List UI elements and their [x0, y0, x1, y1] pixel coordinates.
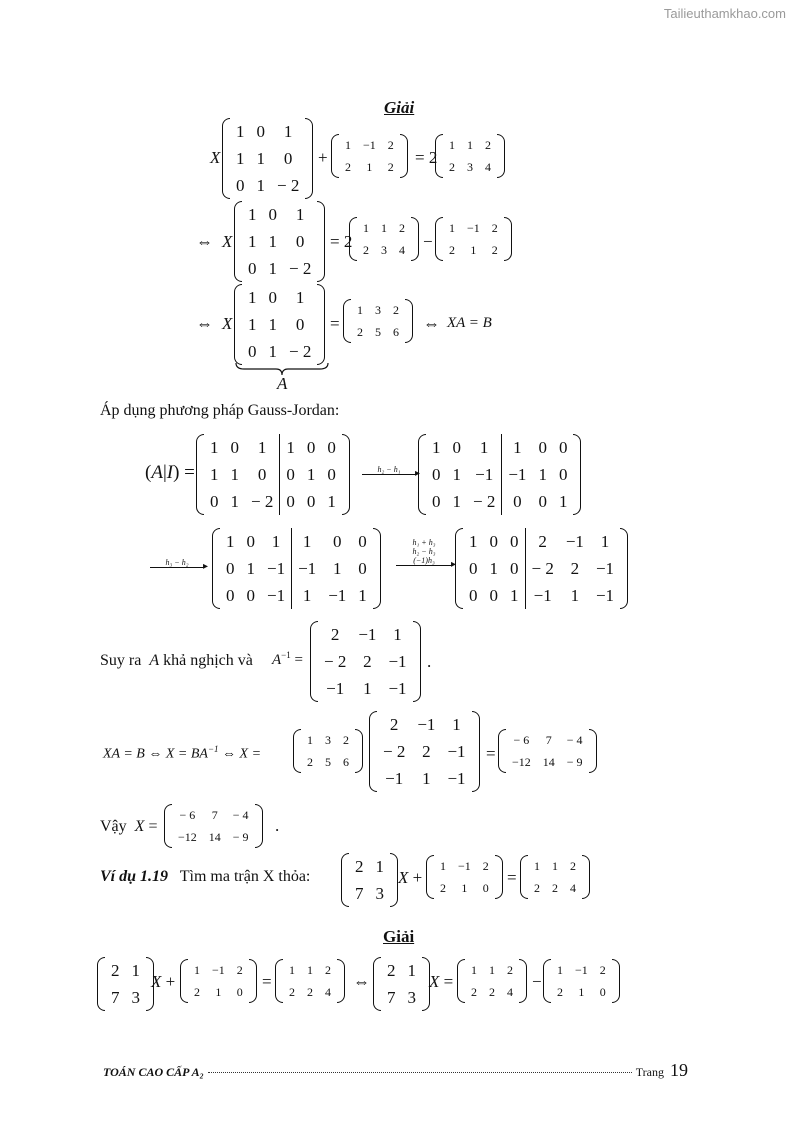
x-plus: X +	[151, 972, 176, 991]
matrix-e3	[457, 959, 527, 1003]
matrix-cell: −1	[212, 962, 225, 977]
matrix-cell: 1	[236, 121, 245, 141]
matrix-cell: −1	[467, 220, 480, 235]
matrix-cell: 2	[491, 242, 498, 257]
footer-page-number: 19	[670, 1060, 688, 1080]
matrix-cell: −1	[595, 585, 615, 605]
matrix-cell: 0	[432, 464, 441, 484]
matrix-cell: 2	[387, 159, 394, 174]
matrix-cell: 0	[295, 314, 305, 334]
matrix-cell: −1	[328, 585, 347, 605]
matrix-cell: 0	[256, 121, 265, 141]
matrix-cell: 1	[600, 531, 610, 551]
matrix-m3	[293, 729, 363, 773]
matrix-cell: 3	[375, 883, 384, 903]
matrix-cell: 1	[236, 148, 245, 168]
matrix-cell: 2	[387, 137, 394, 152]
matrix-cell: 0	[257, 464, 267, 484]
matrix-cell: 1	[256, 148, 265, 168]
matrix-cell: −1	[385, 768, 404, 788]
matrix-cell: 0	[283, 148, 293, 168]
equals-sign: =	[330, 314, 340, 333]
matrix-cell: 1	[452, 714, 461, 734]
matrix-cell: − 6	[179, 807, 196, 822]
matrix-cell: 0	[226, 558, 235, 578]
matrix-cell: 3	[325, 732, 331, 747]
matrix-cell: 2	[599, 962, 606, 977]
matrix-cell: −12	[512, 754, 531, 769]
matrix-cell: 2	[307, 754, 313, 769]
matrix-cell: 1	[307, 962, 313, 977]
matrix-cell: 0	[327, 464, 336, 484]
matrix-cell: −1	[267, 585, 286, 605]
matrix-cell: 1	[194, 962, 200, 977]
matrix-cell: 2	[440, 880, 446, 895]
watermark: Tailieuthamkhao.com	[663, 6, 786, 21]
matrix-cell: 1	[268, 314, 277, 334]
matrix-cell: 0	[280, 488, 301, 515]
matrix-cell: 0	[268, 204, 277, 224]
matrix-cell: 1	[131, 960, 140, 980]
matrix-cell: 2	[534, 880, 540, 895]
matrix-cell: 2	[289, 984, 295, 999]
matrix-cell: 2	[236, 962, 243, 977]
matrix-cell: 2	[389, 714, 399, 734]
footer-page-label: Trang	[635, 1065, 664, 1079]
matrix-cell: 0	[452, 437, 461, 457]
minus-sign: −	[532, 972, 542, 991]
solution-heading: Giải	[384, 98, 415, 117]
matrix-cell: 0	[558, 464, 568, 484]
matrix-cell: 1	[489, 962, 495, 977]
x-symbol: X	[222, 314, 233, 333]
matrix-cell: − 2	[324, 651, 347, 671]
matrix-cell: 14	[208, 829, 221, 844]
conclusion-text: Suy ra A khả nghịch và	[100, 652, 253, 669]
matrix-augmented-1	[196, 434, 350, 515]
matrix-cell: 1	[479, 437, 489, 457]
matrix-cell: 2	[345, 159, 351, 174]
matrix-cell: 0	[510, 531, 519, 551]
matrix-cell: 2	[393, 302, 399, 317]
matrix-cell: −1	[292, 555, 323, 582]
matrix-cell: 7	[545, 732, 552, 747]
matrix-cell: − 9	[232, 829, 249, 844]
matrix-cell: 2	[355, 856, 364, 876]
matrix-cell: 1	[327, 491, 336, 511]
matrix-cell: −1	[458, 858, 471, 873]
matrix-cell: 0	[538, 437, 547, 457]
matrix-cell: 1	[489, 558, 498, 578]
matrix-cell: 1	[470, 242, 477, 257]
matrix-cell: 0	[502, 488, 533, 515]
matrix-cell: 1	[248, 231, 257, 251]
matrix-cell: 0	[280, 461, 301, 488]
matrix-cell: 2	[363, 242, 369, 257]
matrix-cell: 2	[489, 984, 495, 999]
matrix-a	[234, 201, 325, 282]
matrix-cell: 1	[307, 732, 313, 747]
matrix-cell: 1	[268, 231, 277, 251]
matrix-cell: 1	[292, 528, 323, 555]
matrix-cell: 1	[230, 491, 239, 511]
matrix-cell: 2	[449, 242, 455, 257]
matrix-cell: 1	[268, 341, 277, 361]
matrix-cell: 2	[570, 858, 576, 873]
matrix-cell: 0	[599, 984, 606, 999]
matrix-a	[234, 284, 325, 365]
x-equals: X =	[429, 972, 454, 991]
matrix-cell: 0	[432, 491, 441, 511]
matrix-cell: 0	[248, 258, 257, 278]
matrix-cell: 0	[489, 585, 498, 605]
matrix-cell: 1	[292, 582, 323, 609]
matrix-cell: 0	[358, 531, 367, 551]
matrix-cell: 0	[246, 585, 255, 605]
matrix-m1	[435, 217, 512, 261]
matrix-cell: 3	[375, 302, 381, 317]
matrix-cell: 1	[210, 464, 219, 484]
matrix-cell: 2	[552, 880, 558, 895]
matrix-cell: 2	[357, 324, 363, 339]
matrix-cell: 1	[375, 856, 384, 876]
row-op-1: h₂ − h₁ ▸	[362, 465, 416, 475]
matrix-cell: 1	[345, 137, 351, 152]
matrix-cell: 1	[538, 464, 547, 484]
matrix-cell: 2	[325, 962, 331, 977]
matrix-cell: 1	[440, 858, 446, 873]
matrix-cell: 0	[210, 491, 219, 511]
matrix-cell: −1	[388, 651, 407, 671]
matrix-cell: 0	[489, 531, 498, 551]
matrix-cell: 1	[268, 258, 277, 278]
matrix-cell: −1	[358, 624, 377, 644]
matrix-cell: 0	[246, 531, 255, 551]
matrix-cell: 1	[449, 220, 455, 235]
matrix-cell: 0	[226, 585, 235, 605]
matrix-cell: 1	[289, 962, 295, 977]
matrix-cell: 1	[246, 558, 255, 578]
matrix-cell: 4	[399, 242, 405, 257]
matrix-cell: −1	[447, 768, 466, 788]
matrix-cell: 1	[557, 962, 563, 977]
matrix-cell: 1	[366, 159, 373, 174]
matrix-cell: −1	[267, 558, 286, 578]
matrix-cell: 2	[557, 984, 563, 999]
matrix-cell: 1	[295, 204, 305, 224]
matrix-augmented-4	[455, 528, 628, 609]
x-plus: X +	[398, 868, 423, 887]
matrix-cell: − 2	[525, 555, 560, 582]
matrix-a-inverse	[369, 711, 480, 792]
matrix-cell: 1	[469, 531, 478, 551]
matrix-cell: 0	[327, 437, 336, 457]
matrix-cell: 2	[399, 220, 405, 235]
matrix-cell: 0	[469, 585, 478, 605]
matrix-cell: 1	[422, 768, 431, 788]
matrix-cell: − 4	[566, 732, 583, 747]
matrix-cell: 1	[358, 585, 367, 605]
matrix-e2	[426, 855, 503, 899]
matrix-m3	[343, 299, 413, 343]
matrix-e1	[341, 853, 398, 907]
matrix-m1	[331, 134, 408, 178]
matrix-cell: 2	[111, 960, 120, 980]
matrix-e2	[543, 959, 620, 1003]
matrix-cell: −1	[475, 464, 494, 484]
matrix-cell: 0	[268, 287, 277, 307]
matrix-e3	[275, 959, 345, 1003]
matrix-cell: 2	[471, 984, 477, 999]
equals-sign: =	[507, 868, 517, 887]
matrix-cell: 1	[280, 434, 301, 461]
matrix-cell: −1	[447, 741, 466, 761]
page-footer	[103, 1060, 688, 1081]
matrix-cell: − 2	[289, 258, 312, 278]
matrix-cell: 1	[510, 585, 519, 605]
matrix-cell: 7	[387, 987, 396, 1007]
matrix-cell: 0	[482, 880, 489, 895]
matrix-cell: 4	[325, 984, 331, 999]
matrix-cell: −12	[178, 829, 197, 844]
matrix-cell: 6	[393, 324, 399, 339]
a-inverse-label: $A^{-1}$ =	[272, 650, 303, 668]
matrix-cell: 1	[363, 678, 372, 698]
matrix-cell: 2	[507, 962, 513, 977]
matrix-a	[222, 118, 313, 199]
matrix-cell: 1	[256, 175, 265, 195]
matrix-cell: 1	[452, 491, 461, 511]
matrix-cell: 4	[485, 159, 491, 174]
matrix-cell: 1	[558, 491, 568, 511]
matrix-cell: −1	[417, 714, 436, 734]
matrix-cell: 2	[491, 220, 498, 235]
matrix-e2	[180, 959, 257, 1003]
matrix-cell: − 2	[383, 741, 406, 761]
matrix-cell: 0	[558, 437, 568, 457]
matrix-cell: 0	[236, 984, 243, 999]
matrix-cell: 1	[570, 585, 580, 605]
matrix-cell: 1	[215, 984, 222, 999]
equals-two: = 2	[330, 232, 353, 251]
period: .	[427, 652, 432, 671]
minus-sign: −	[423, 232, 433, 251]
matrix-cell: 1	[248, 204, 257, 224]
matrix-cell: 0	[538, 491, 547, 511]
matrix-m2	[435, 134, 505, 178]
chain-text: XA = B ⇔ $X = BA^{-1}$ ⇔ X =	[103, 744, 262, 762]
matrix-cell: 1	[357, 302, 363, 317]
matrix-cell: 0	[469, 558, 478, 578]
matrix-m2	[349, 217, 419, 261]
matrix-cell: − 2	[251, 491, 274, 511]
matrix-cell: 7	[211, 807, 218, 822]
matrix-cell: 2	[570, 558, 580, 578]
gauss-jordan-text: Áp dụng phương pháp Gauss-Jordan:	[100, 402, 340, 419]
matrix-cell: 2	[387, 960, 396, 980]
matrix-e1	[373, 957, 430, 1011]
matrix-cell: 3	[467, 159, 473, 174]
matrix-cell: 0	[248, 341, 257, 361]
matrix-cell: 1	[332, 558, 342, 578]
matrix-cell: 1	[283, 121, 293, 141]
matrix-cell: 1	[381, 220, 387, 235]
matrix-result	[498, 729, 597, 773]
example-heading: Ví dụ 1.19 Tìm ma trận X thỏa:	[100, 868, 311, 885]
matrix-cell: 2	[485, 137, 491, 152]
matrix-augmented-3	[212, 528, 381, 609]
matrix-cell: 2	[363, 651, 372, 671]
x-symbol: X	[222, 232, 233, 251]
matrix-cell: 14	[542, 754, 555, 769]
matrix-cell: 1	[432, 437, 441, 457]
matrix-cell: −1	[363, 137, 376, 152]
matrix-cell: 1	[306, 464, 316, 484]
matrix-cell: 1	[578, 984, 585, 999]
matrix-cell: 1	[449, 137, 455, 152]
matrix-cell: 1	[271, 531, 281, 551]
matrix-cell: 1	[257, 437, 267, 457]
matrix-e3	[520, 855, 590, 899]
matrix-cell: 0	[306, 491, 316, 511]
matrix-a-inverse	[310, 621, 421, 702]
therefore-text: Vậy X =	[100, 818, 158, 835]
matrix-augmented-2	[418, 434, 581, 515]
matrix-cell: − 6	[513, 732, 530, 747]
solution-heading-2: Giải	[383, 927, 415, 946]
matrix-cell: − 2	[277, 175, 300, 195]
matrix-cell: 3	[407, 987, 416, 1007]
matrix-cell: 2	[307, 984, 313, 999]
matrix-e1	[97, 957, 154, 1011]
matrix-cell: 0	[358, 558, 367, 578]
matrix-cell: 1	[467, 137, 473, 152]
matrix-cell: 3	[131, 987, 140, 1007]
matrix-cell: 1	[452, 464, 461, 484]
matrix-cell: 1	[226, 531, 235, 551]
matrix-cell: 4	[507, 984, 513, 999]
matrix-cell: 5	[375, 324, 381, 339]
matrix-cell: 0	[306, 437, 316, 457]
matrix-cell: − 9	[566, 754, 583, 769]
matrix-cell: 2	[449, 159, 455, 174]
equiv-sign: ⇔	[196, 314, 213, 333]
matrix-cell: 1	[363, 220, 369, 235]
matrix-cell: 1	[295, 287, 305, 307]
matrix-result	[164, 804, 263, 848]
matrix-cell: 2	[330, 624, 340, 644]
matrix-cell: 1	[502, 434, 533, 461]
matrix-cell: 1	[461, 880, 468, 895]
matrix-cell: −1	[565, 531, 584, 551]
equiv-sign: ⇔	[196, 232, 213, 251]
equiv-sign: ⇔	[423, 314, 440, 333]
matrix-cell: 4	[570, 880, 576, 895]
matrix-cell: 1	[248, 314, 257, 334]
matrix-cell: 0	[510, 558, 519, 578]
matrix-cell: −1	[388, 678, 407, 698]
matrix-cell: 2	[194, 984, 200, 999]
matrix-cell: −1	[575, 962, 588, 977]
equiv-sign: ⇔	[353, 972, 370, 991]
matrix-cell: 1	[552, 858, 558, 873]
matrix-cell: 2	[422, 741, 431, 761]
period: .	[275, 816, 280, 835]
matrix-cell: 1	[471, 962, 477, 977]
underbrace-label: A	[277, 374, 288, 393]
matrix-cell: 7	[355, 883, 364, 903]
augmented-label: (A|I) =	[145, 462, 195, 483]
matrix-cell: 2	[525, 528, 560, 555]
matrix-cell: 1	[407, 960, 416, 980]
matrix-cell: −1	[502, 461, 533, 488]
matrix-cell: − 2	[473, 491, 496, 511]
matrix-cell: 1	[210, 437, 219, 457]
matrix-cell: −1	[326, 678, 345, 698]
matrix-cell: 1	[230, 464, 239, 484]
matrix-cell: 7	[111, 987, 120, 1007]
matrix-cell: 0	[295, 231, 305, 251]
equals-sign: =	[486, 744, 496, 763]
plus-sign: +	[318, 148, 328, 167]
x-symbol: X	[210, 148, 221, 167]
matrix-cell: 2	[482, 858, 489, 873]
matrix-cell: −1	[595, 558, 615, 578]
matrix-cell: −1	[525, 582, 560, 609]
matrix-cell: 3	[381, 242, 387, 257]
row-op-2: h₃ − h₂ ▸	[150, 558, 204, 568]
equals-sign: =	[262, 972, 272, 991]
matrix-cell: 1	[534, 858, 540, 873]
xa-eq-b: XA = B	[447, 315, 492, 331]
matrix-cell: − 4	[232, 807, 249, 822]
matrix-cell: 5	[325, 754, 331, 769]
matrix-cell: 1	[248, 287, 257, 307]
matrix-cell: − 2	[289, 341, 312, 361]
footer-dots	[208, 1072, 632, 1073]
matrix-cell: 1	[393, 624, 402, 644]
equals-two: = 2	[415, 148, 438, 167]
matrix-cell: 0	[230, 437, 239, 457]
footer-title: TOÁN CAO CẤP A₂	[103, 1065, 204, 1079]
matrix-cell: 0	[236, 175, 245, 195]
matrix-cell: 0	[332, 531, 342, 551]
matrix-cell: 6	[343, 754, 349, 769]
row-op-3: h₁ + h₃ h₂ − h₃ (−1)h₃ ▸	[396, 538, 452, 566]
matrix-cell: 2	[343, 732, 349, 747]
